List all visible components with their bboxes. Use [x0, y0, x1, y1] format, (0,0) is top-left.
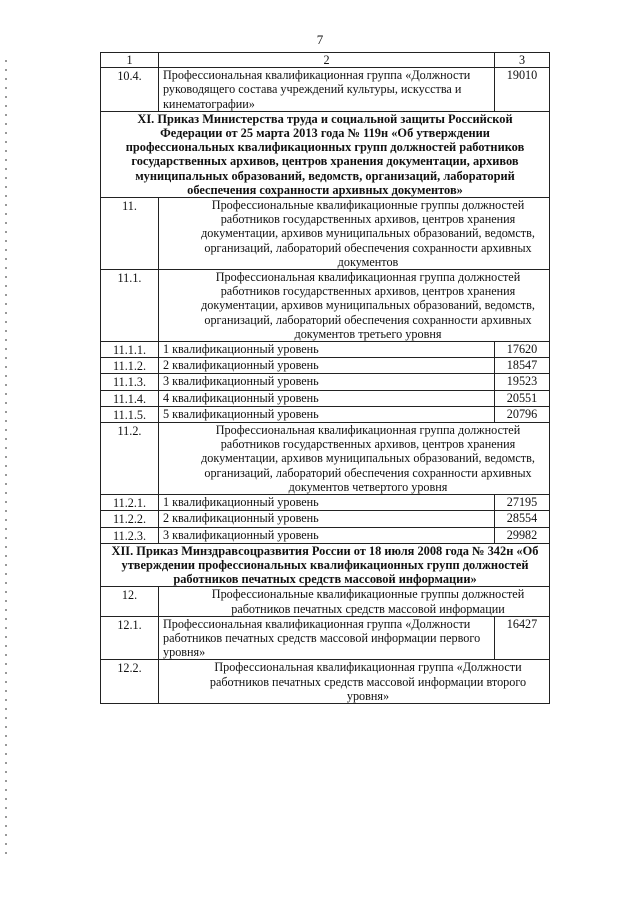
table-row: [101, 406, 550, 422]
row-salary-value: 16427: [495, 616, 550, 660]
row-number: 11.1.5.: [101, 406, 159, 422]
table-row: [101, 587, 550, 616]
row-number: 11.1.1.: [101, 342, 159, 358]
page-number: 7: [316, 32, 324, 47]
row-number: 10.4.: [101, 68, 159, 112]
table-row: [101, 423, 550, 495]
row-salary-value: 29982: [495, 527, 550, 543]
row-description: 2 квалификационный уровень: [159, 358, 495, 374]
row-number: 12.1.: [101, 616, 159, 660]
row-description: Профессиональная квалификационная группа должностей работников государственных архивов, центров хранения документации, архивов муниципальных образований, ведомств, организаций, лабораторий обеспечения сохранности архивных документов третьего уровня: [159, 270, 550, 342]
salary-table: [100, 52, 550, 704]
row-description: 3 квалификационный уровень: [159, 527, 495, 543]
row-number: 12.: [101, 587, 159, 616]
row-number: 11.2.2.: [101, 511, 159, 527]
row-number: 11.: [101, 198, 159, 270]
row-salary-value: 28554: [495, 511, 550, 527]
row-description: Профессиональные квалификационные группы должностей работников печатных средств массовой информации: [159, 587, 550, 616]
row-description: Профессиональная квалификационная группа «Должности работников печатных средств массовой информации второго уровня»: [159, 660, 550, 704]
row-description: 4 квалификационный уровень: [159, 390, 495, 406]
table-row: [101, 616, 550, 660]
table-row: [101, 495, 550, 511]
row-number: 11.1.4.: [101, 390, 159, 406]
row-salary-value: 20796: [495, 406, 550, 422]
table-row: [101, 527, 550, 543]
table-row: [101, 660, 550, 704]
row-salary-value: 27195: [495, 495, 550, 511]
row-description: 2 квалификационный уровень: [159, 511, 495, 527]
row-description: 5 квалификационный уровень: [159, 406, 495, 422]
section-heading-row: [101, 543, 550, 587]
table-row: [101, 270, 550, 342]
row-description: Профессиональная квалификационная группа «Должности руководящего состава учреждений культуры, искусства и кинематографии»: [159, 68, 495, 112]
table-row: [101, 342, 550, 358]
row-number: 11.1.3.: [101, 374, 159, 390]
row-description: 3 квалификационный уровень: [159, 374, 495, 390]
row-number: 12.2.: [101, 660, 159, 704]
table-row: [101, 198, 550, 270]
left-margin-dots: [5, 0, 8, 905]
header-col-1: 1: [101, 53, 159, 68]
row-number: 11.1.2.: [101, 358, 159, 374]
section-heading: XI. Приказ Министерства труда и социальной защиты Российской Федерации от 25 марта 2013 года № 119н «Об утверждении профессиональных квалификационных групп должностей работников государственных архивов, центров хранения документации, архивов муниципальных образований, ведомств, организаций, лабораторий обеспечения сохранности архивных документов»: [101, 111, 550, 197]
section-heading: XII. Приказ Минздравсоцразвития России от 18 июля 2008 года № 342н «Об утверждении профессиональных квалификационных групп должностей работников печатных средств массовой информации»: [101, 543, 550, 587]
header-col-2: 2: [159, 53, 495, 68]
row-salary-value: 19010: [495, 68, 550, 112]
row-number: 11.2.1.: [101, 495, 159, 511]
row-salary-value: 20551: [495, 390, 550, 406]
header-col-3: 3: [495, 53, 550, 68]
table-row: [101, 358, 550, 374]
table-row: [101, 511, 550, 527]
row-salary-value: 17620: [495, 342, 550, 358]
row-number: 11.1.: [101, 270, 159, 342]
row-number: 11.2.: [101, 423, 159, 495]
row-description: Профессиональные квалификационные группы должностей работников государственных архивов, центров хранения документации, архивов муниципальных образований, ведомств, организаций, лабораторий обеспечения сохранности архивных документов: [159, 198, 550, 270]
table-row: [101, 374, 550, 390]
row-salary-value: 18547: [495, 358, 550, 374]
table-row: [101, 68, 550, 112]
row-description: 1 квалификационный уровень: [159, 495, 495, 511]
table-row: [101, 390, 550, 406]
row-description: Профессиональная квалификационная группа должностей работников государственных архивов, центров хранения документации, архивов муниципальных образований, ведомств, организаций, лабораторий обеспечения сохранности архивных документов четвертого уровня: [159, 423, 550, 495]
row-salary-value: 19523: [495, 374, 550, 390]
section-heading-row: [101, 111, 550, 197]
row-description: 1 квалификационный уровень: [159, 342, 495, 358]
table-header-row: [101, 53, 550, 68]
row-number: 11.2.3.: [101, 527, 159, 543]
row-description: Профессиональная квалификационная группа «Должности работников печатных средств массовой информации первого уровня»: [159, 616, 495, 660]
